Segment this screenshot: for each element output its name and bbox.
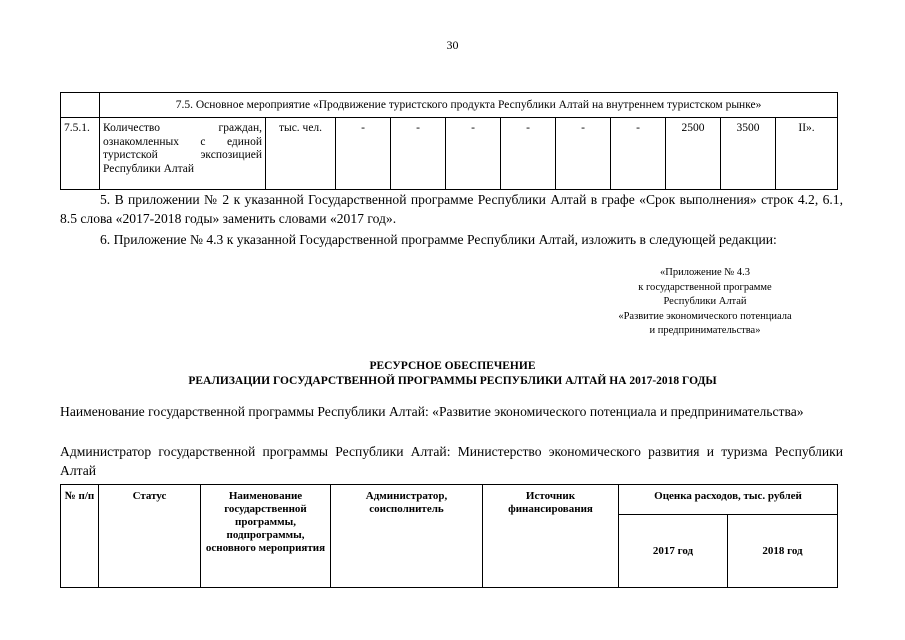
paragraph-6: 6. Приложение № 4.3 к указанной Государственной программе Республики Алтай, изложить в следующей редакции: <box>100 232 777 247</box>
paragraph-5: 5. В приложении № 2 к указанной Государственной программе Республики Алтай в графе «Срок выполнения» строк 4.2, 6.1, 8.5 слова «2017-2018 годы» заменить словами «2017 год». <box>60 192 843 226</box>
resource-table <box>60 484 838 588</box>
value-cell-last: II». <box>776 118 838 190</box>
section-title: 7.5. Основное мероприятие «Продвижение туристского продукта Республики Алтай на внутреннем туристском рынке» <box>100 93 838 118</box>
heading-line-2: РЕАЛИЗАЦИИ ГОСУДАРСТВЕННОЙ ПРОГРАММЫ РЕСПУБЛИКИ АЛТАЙ НА 2017-2018 ГОДЫ <box>188 375 717 387</box>
page-number: 30 <box>446 38 459 52</box>
appendix-line: и предпринимательства» <box>649 325 761 336</box>
heading-line-1: РЕСУРСНОЕ ОБЕСПЕЧЕНИЕ <box>369 360 536 372</box>
row-number: 7.5.1. <box>61 118 100 190</box>
value-cell: 2500 <box>666 118 721 190</box>
appendix-line: Республики Алтай <box>663 296 747 307</box>
col-cost: Оценка расходов, тыс. рублей <box>619 485 838 515</box>
value-cell: - <box>501 118 556 190</box>
row-unit: тыс. чел. <box>266 118 336 190</box>
value-cell: 3500 <box>721 118 776 190</box>
col-status: Статус <box>99 485 201 588</box>
col-year-2018: 2018 год <box>728 515 838 588</box>
value-cell: - <box>556 118 611 190</box>
program-administrator: Администратор государственной программы Республики Алтай: Министерство экономического развития и туризма Республики Алтай <box>60 444 843 478</box>
col-source: Источник финансирования <box>483 485 619 588</box>
value-cell: - <box>391 118 446 190</box>
value-cell: - <box>611 118 666 190</box>
value-cell: - <box>336 118 391 190</box>
appendix-line: «Развитие экономического потенциала <box>618 310 792 322</box>
col-name: Наименование государственной программы, подпрограммы, основного мероприятия <box>201 485 331 588</box>
indicator-table <box>60 92 838 190</box>
appendix-line: «Приложение № 4.3 <box>660 267 750 278</box>
program-name: Наименование государственной программы Республики Алтай: «Развитие экономического потенциала и предпринимательства» <box>60 404 804 419</box>
row-name: Количество граждан, ознакомленных с единой туристской экспозицией Республики Алтай <box>100 118 266 190</box>
value-cell: - <box>446 118 501 190</box>
col-administrator: Администратор, соисполнитель <box>331 485 483 588</box>
col-year-2017: 2017 год <box>619 515 728 588</box>
col-number: № п/п <box>61 485 99 588</box>
table-row <box>61 118 838 190</box>
appendix-line: к государственной программе <box>638 281 772 293</box>
appendix-block <box>590 266 820 339</box>
empty-cell <box>61 93 100 118</box>
